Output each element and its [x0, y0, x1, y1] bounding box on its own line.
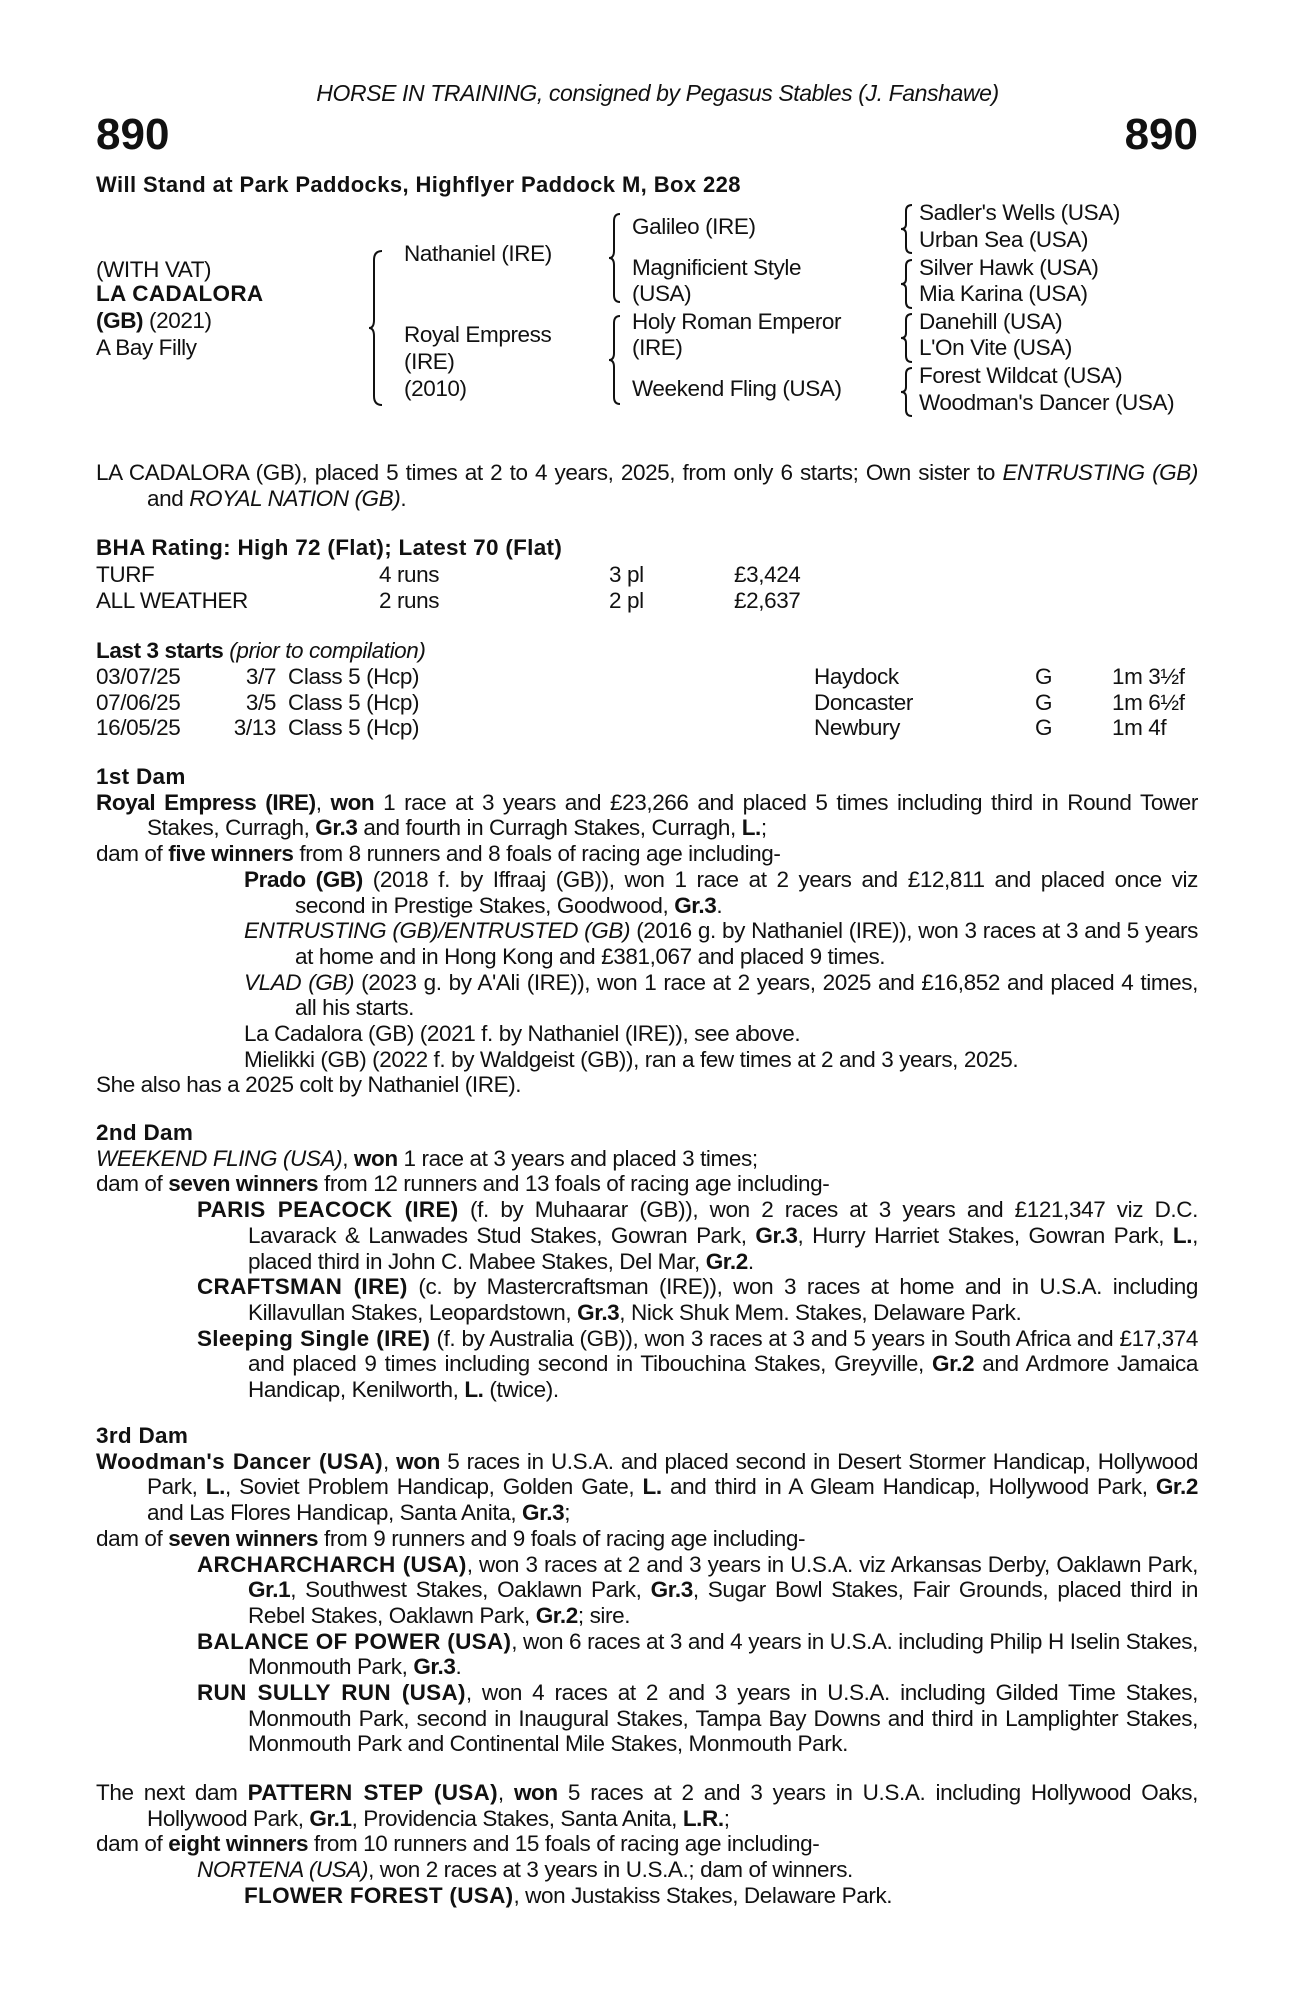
bold-text: L. [741, 815, 761, 841]
bold-text: RUN SULLY RUN (USA) [197, 1680, 466, 1706]
pedigree-paragraph [96, 1780, 1198, 1831]
text: , Southwest Stakes, Oaklawn Park, [290, 1577, 651, 1603]
text: . [400, 485, 407, 511]
section-title: 2nd Dam [96, 1120, 194, 1145]
bold-text: Gr.2 [931, 1351, 975, 1377]
text: , Nick Shuk Mem. Stakes, Delaware Park. [619, 1299, 1022, 1325]
vat-note: (WITH VAT) [96, 257, 212, 282]
text: 1 race at 3 years and placed 3 times; [397, 1145, 758, 1171]
text: and fourth in Curragh Stakes, Curragh, [357, 815, 742, 841]
brace-icon [608, 315, 622, 405]
text: dam of [96, 841, 169, 867]
pedigree-paragraph [96, 1883, 1198, 1909]
stat-surface: TURF [96, 562, 155, 587]
dam-dam: Weekend Fling (USA) [632, 376, 842, 401]
text: ; sire. [577, 1602, 631, 1628]
brace-icon [900, 204, 914, 254]
bold-text: Prado (GB) [244, 866, 363, 892]
stat-runs: 2 runs [379, 587, 440, 613]
pedigree-paragraph [96, 1047, 1198, 1073]
pedigree-paragraph [96, 1680, 1198, 1757]
start-pos: 3/7 [245, 664, 276, 689]
bold-text: won [353, 1145, 398, 1171]
pedigree-paragraph [96, 1072, 1198, 1098]
text: and [147, 485, 190, 511]
great-grandparent: Silver Hawk (USA) [919, 255, 1099, 280]
bold-text: Gr.1 [309, 1805, 352, 1831]
text: , [497, 1780, 514, 1805]
pedigree-paragraph [96, 1274, 1198, 1325]
start-distance: 1m 3½f [1112, 664, 1185, 689]
text: . [716, 892, 723, 918]
stat-placed: 3 pl [609, 562, 644, 587]
start-class: Class 5 (Hcp) [288, 689, 420, 715]
start-pos: 3/13 [233, 715, 276, 741]
great-grandparent: Danehill (USA) [919, 309, 1063, 334]
bold-text: Gr.2 [705, 1248, 748, 1274]
pedigree-paragraph [96, 867, 1198, 918]
sire-sire: Galileo (IRE) [632, 214, 756, 239]
bold-text: Gr.3 [522, 1500, 565, 1526]
stat-placed: 2 pl [609, 587, 644, 613]
stat-surface: ALL WEATHER [96, 587, 248, 613]
summary-paragraph [96, 460, 1198, 511]
start-class: Class 5 (Hcp) [288, 664, 420, 689]
text: , won 2 races at 3 years in U.S.A.; dam of winners. [368, 1857, 853, 1883]
dam-line-2: (IRE) [404, 349, 455, 374]
pedigree-paragraph [96, 1326, 1198, 1403]
stat-earnings: £3,424 [734, 562, 801, 587]
horse-name: LA CADALORA [96, 281, 264, 306]
text: LA CADALORA (GB), placed 5 times at 2 to 4 years, 2025, from only 6 starts; Own sister to [96, 460, 1003, 485]
dam-sire-1: Holy Roman Emperor [632, 309, 842, 334]
text: (2018 f. by Iffraaj (GB)), won 1 race at 2 years and £12,811 and placed once viz second in Prestige Stakes, Goodwood, [295, 866, 1198, 918]
text: (f. by Muhaarar (GB)), won 2 races at 3 years and £121,347 viz D.C. Lavarack & Lanwades Stud Stakes, Gowran Park, [248, 1197, 1198, 1248]
text: and third in A Gleam Handicap, Hollywood Park, [661, 1474, 1156, 1500]
start-going: G [1035, 664, 1053, 689]
horse-description: A Bay Filly [96, 335, 197, 360]
text: ; [723, 1805, 730, 1831]
text: from 8 runners and 8 foals of racing age including- [293, 841, 781, 867]
text: and Las Flores Handicap, Santa Anita, [147, 1500, 523, 1526]
text: dam of [96, 1171, 169, 1197]
start-distance: 1m 4f [1112, 715, 1167, 741]
dam-line-1: Royal Empress [404, 322, 552, 347]
bold-text: L. [1172, 1222, 1193, 1248]
pedigree-paragraph [96, 790, 1198, 841]
text: , Providencia Stakes, Santa Anita, [351, 1805, 683, 1831]
great-grandparent: Urban Sea (USA) [919, 227, 1089, 252]
bold-text: BALANCE OF POWER (USA) [197, 1628, 512, 1654]
pedigree-paragraph [96, 1449, 1198, 1526]
last-starts-note: (prior to compilation) [229, 638, 426, 663]
start-course: Doncaster [814, 689, 913, 715]
bha-rating: BHA Rating: High 72 (Flat); Latest 70 (Flat) [96, 535, 563, 560]
sire-dam-1: Magnificient Style [632, 255, 802, 280]
great-grandparent: Mia Karina (USA) [919, 281, 1088, 306]
bold-text: won [330, 789, 375, 815]
text: . [747, 1248, 754, 1274]
pedigree-paragraph [96, 1552, 1198, 1629]
text: , placed third in John C. Mabee Stakes, Del Mar, [248, 1222, 1198, 1274]
italic-text: WEEKEND FLING (USA) [96, 1145, 343, 1171]
great-grandparent: L'On Vite (USA) [919, 335, 1072, 360]
text: 5 races in U.S.A. and placed second in Desert Stormer Handicap, Hollywood Park, [147, 1448, 1199, 1500]
bold-text: L. [464, 1377, 484, 1403]
sire-dam-2: (USA) [632, 281, 692, 306]
bold-text: Gr.1 [248, 1577, 291, 1603]
pedigree-section [96, 1423, 1198, 1757]
start-course: Haydock [814, 664, 899, 689]
brace-icon [368, 250, 384, 406]
text: from 10 runners and 15 foals of racing age including- [308, 1831, 820, 1857]
text: 5 races at 2 and 3 years in U.S.A. including Hollywood Oaks, Hollywood Park, [147, 1780, 1198, 1831]
italic-text: ROYAL NATION (GB) [189, 485, 401, 511]
bold-text: five winners [168, 841, 294, 867]
pedigree-paragraph [96, 1526, 1198, 1552]
bold-text: Gr.3 [315, 815, 358, 841]
great-grandparent: Woodman's Dancer (USA) [919, 390, 1175, 415]
bold-text: Sleeping Single (IRE) [197, 1325, 431, 1351]
text: La Cadalora (GB) (2021 f. by Nathaniel (IRE)), see above. [244, 1021, 801, 1047]
dam-sire-2: (IRE) [632, 335, 683, 360]
pedigree-paragraph [96, 1171, 1198, 1197]
pedigree-section [96, 764, 1198, 1098]
text: from 12 runners and 13 foals of racing age including- [318, 1171, 830, 1197]
start-date: 16/05/25 [96, 715, 181, 741]
brace-icon [900, 313, 914, 363]
text: She also has a 2025 colt by Nathaniel (IRE). [96, 1072, 522, 1098]
pedigree-paragraph [96, 970, 1198, 1021]
bold-text: Gr.3 [755, 1222, 798, 1248]
start-going: G [1035, 715, 1053, 741]
pedigree-section [96, 1780, 1198, 1909]
text: , [315, 789, 331, 815]
horse-origin: (GB) [96, 308, 144, 333]
bold-text: seven winners [168, 1171, 319, 1197]
text: (f. by Australia (GB)), won 3 races at 3 and 5 years in South Africa and £17,374 and placed 9 times including second in Tibouchina Stakes, Greyville, [248, 1325, 1199, 1377]
start-date: 03/07/25 [96, 664, 181, 689]
pedigree-paragraph [96, 1831, 1198, 1857]
sire: Nathaniel (IRE) [404, 241, 552, 266]
text: from 9 runners and 9 foals of racing age including- [318, 1525, 806, 1551]
bold-text: FLOWER FOREST (USA) [244, 1882, 514, 1908]
text: , [382, 1448, 397, 1474]
text: , Sugar Bowl Stakes, Fair Grounds, placed third in Rebel Stakes, Oaklawn Park, [248, 1577, 1198, 1628]
brace-icon [900, 259, 914, 309]
text: and Ardmore Jamaica Handicap, Kenilworth, [248, 1351, 1198, 1403]
bold-text: seven winners [168, 1525, 319, 1551]
bold-text: L. [205, 1474, 225, 1500]
lot-number-right: 890 [1124, 110, 1198, 159]
bold-text: L. [642, 1474, 662, 1500]
brace-icon [608, 213, 622, 303]
great-grandparent: Forest Wildcat (USA) [919, 363, 1123, 388]
text: , [342, 1145, 354, 1171]
bold-text: won [513, 1780, 558, 1805]
text: The next dam [96, 1780, 248, 1805]
text: . [455, 1654, 462, 1680]
bold-text: CRAFTSMAN (IRE) [197, 1274, 408, 1300]
text: Mielikki (GB) (2022 f. by Waldgeist (GB)), ran a few times at 2 and 3 years, 2025. [244, 1046, 1019, 1072]
text: ; [564, 1500, 571, 1526]
pedigree-paragraph [96, 841, 1198, 867]
stat-earnings: £2,637 [734, 587, 801, 613]
italic-text: ENTRUSTING (GB) [1002, 460, 1198, 485]
start-class: Class 5 (Hcp) [288, 715, 420, 741]
pedigree-section [96, 1120, 1198, 1403]
start-course: Newbury [814, 715, 900, 741]
text: dam of [96, 1525, 169, 1551]
lot-number-left: 890 [96, 110, 170, 159]
bold-text: L.R. [682, 1805, 724, 1831]
bold-text: PATTERN STEP (USA) [247, 1780, 498, 1805]
text: dam of [96, 1831, 169, 1857]
section-title: 3rd Dam [96, 1423, 189, 1448]
bold-text: Gr.2 [1155, 1474, 1199, 1500]
stand-location: Will Stand at Park Paddocks, Highflyer Paddock M, Box 228 [96, 172, 741, 197]
bold-text: Gr.3 [577, 1299, 620, 1325]
text: (2023 g. by A'Ali (IRE)), won 1 race at 2 years, 2025 and £16,852 and placed 4 times, all his starts. [295, 969, 1198, 1021]
bold-text: Woodman's Dancer (USA) [96, 1448, 383, 1474]
pedigree-paragraph [96, 1857, 1198, 1883]
section-title: 1st Dam [96, 764, 186, 789]
start-distance: 1m 6½f [1112, 689, 1185, 715]
bold-text: PARIS PEACOCK (IRE) [197, 1197, 459, 1223]
dam-line-3: (2010) [404, 376, 467, 401]
text: , won 4 races at 2 and 3 years in U.S.A. including Gilded Time Stakes, Monmouth Park, second in Inaugural Stakes, Tampa Bay Downs and third in Lamplighter Stakes, Monmouth Park and Continental Mile Stakes, Monmouth Park. [248, 1680, 1198, 1757]
pedigree-paragraph [96, 918, 1198, 969]
text: ; [760, 815, 767, 841]
bold-text: Gr.3 [650, 1577, 693, 1603]
text: , won 3 races at 2 and 3 years in U.S.A. viz Arkansas Derby, Oaklawn Park, [466, 1551, 1198, 1577]
text: 1 race at 3 years and £23,266 and placed 5 times including third in Round Tower Stakes, Curragh, [147, 789, 1198, 841]
text: , won 6 races at 3 and 4 years in U.S.A. including Philip H Iselin Stakes, Monmouth Park, [248, 1628, 1198, 1680]
text: (2016 g. by Nathaniel (IRE)), won 3 races at 3 and 5 years at home and in Hong Kong and £381,067 and placed 9 times. [295, 918, 1199, 969]
start-going: G [1035, 689, 1053, 715]
start-date: 07/06/25 [96, 689, 181, 715]
bold-text: ARCHARCHARCH (USA) [197, 1551, 467, 1577]
pedigree-paragraph [96, 1021, 1198, 1047]
consignment-header: HORSE IN TRAINING, consigned by Pegasus Stables (J. Fanshawe) [316, 80, 999, 106]
brace-icon [900, 367, 914, 417]
horse-year: (2021) [149, 308, 212, 333]
text: , Hurry Harriet Stakes, Gowran Park, [797, 1222, 1173, 1248]
pedigree-paragraph [96, 1629, 1198, 1680]
stat-runs: 4 runs [379, 562, 440, 587]
bold-text: Gr.2 [535, 1602, 578, 1628]
text: , won Justakiss Stakes, Delaware Park. [513, 1882, 893, 1908]
last-starts-title: Last 3 starts [96, 638, 224, 663]
italic-text: VLAD (GB) [244, 969, 355, 995]
bold-text: Royal Empress (IRE) [96, 789, 316, 815]
italic-text: ENTRUSTING (GB)/ENTRUSTED (GB) [244, 918, 631, 944]
bold-text: Gr.3 [413, 1654, 456, 1680]
bold-text: won [396, 1448, 440, 1474]
text: (c. by Mastercraftsman (IRE)), won 3 races at home and in U.S.A. including Killavullan Stakes, Leopardstown, [248, 1274, 1198, 1325]
text: , Soviet Problem Handicap, Golden Gate, [225, 1474, 643, 1500]
start-pos: 3/5 [245, 689, 276, 715]
italic-text: NORTENA (USA) [197, 1857, 369, 1883]
pedigree-paragraph [96, 1197, 1198, 1274]
pedigree-paragraph [96, 1146, 1198, 1172]
great-grandparent: Sadler's Wells (USA) [919, 200, 1120, 225]
text: (twice). [483, 1377, 559, 1403]
bold-text: Gr.3 [674, 892, 717, 918]
bold-text: eight winners [168, 1831, 309, 1857]
